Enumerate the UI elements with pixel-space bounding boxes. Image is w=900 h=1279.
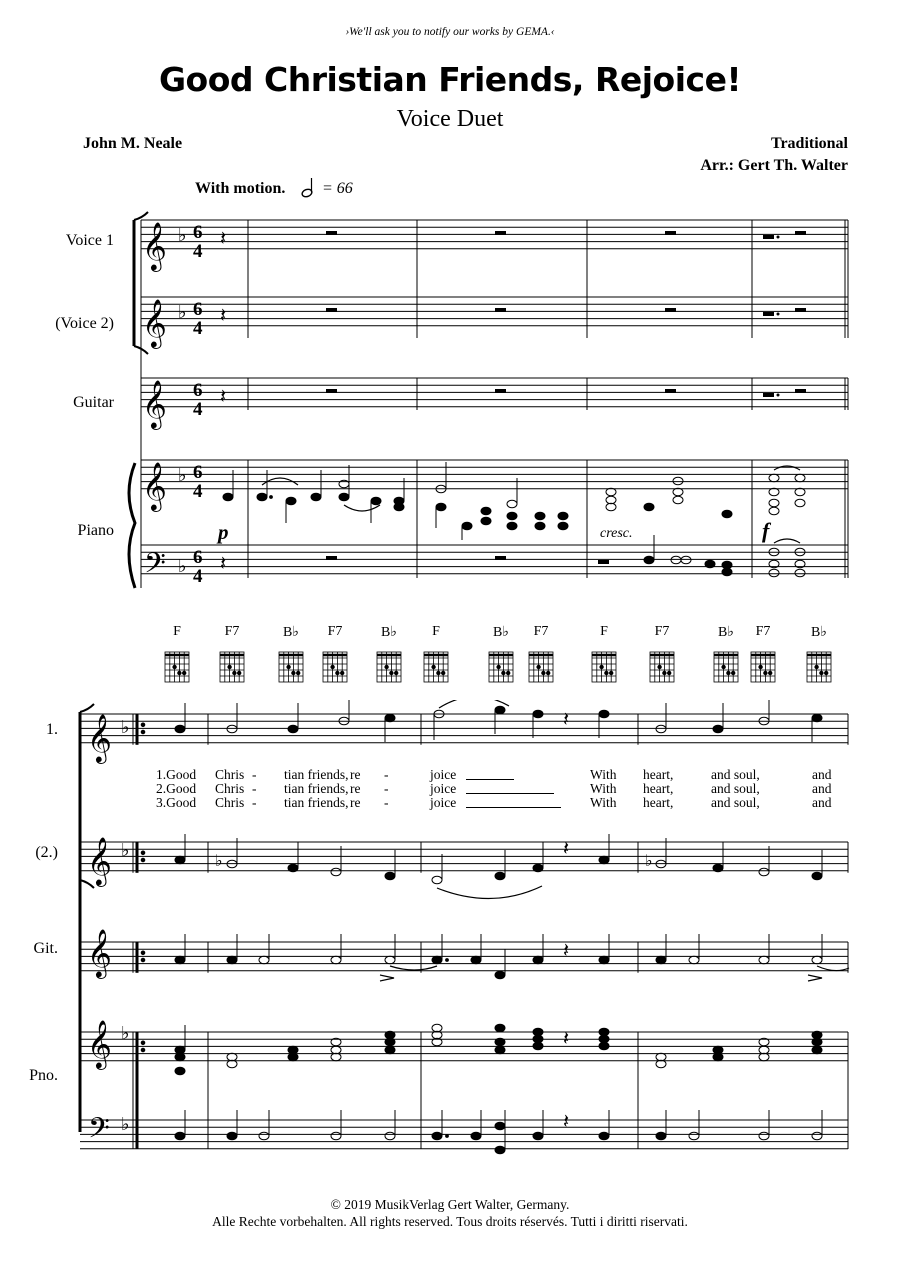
svg-text:4: 4 (193, 399, 203, 420)
finger-dot (228, 665, 232, 669)
svg-text:𝄞: 𝄞 (87, 1022, 112, 1068)
svg-text:𝄢: 𝄢 (144, 549, 166, 586)
svg-text:♭: ♭ (178, 302, 187, 322)
finger-dot (667, 671, 671, 675)
lyric-word: re (350, 781, 361, 796)
chord-name: F7 (224, 624, 240, 639)
lyric-word: joice (430, 795, 457, 810)
dynamic-p: p (218, 520, 229, 544)
lyric-word: - (384, 767, 389, 782)
finger-dot (820, 671, 824, 675)
finger-dot (292, 671, 296, 675)
svg-text:6: 6 (193, 380, 203, 401)
svg-text:♭: ♭ (121, 840, 130, 860)
svg-text:4: 4 (193, 481, 203, 502)
lyric-word: re (350, 795, 361, 810)
finger-dot (600, 665, 604, 669)
finger-dot (768, 671, 772, 675)
gema-notice: ›We'll ask you to notify our works by GEMA.‹ (345, 26, 555, 38)
chord-name: F (173, 624, 181, 639)
finger-dot (546, 671, 550, 675)
svg-text:♭: ♭ (178, 465, 187, 485)
chord-name: F (432, 624, 440, 639)
lyric-word: 1.Good (156, 767, 197, 782)
finger-dot (542, 671, 546, 675)
instrument-label-piano: Piano (77, 522, 114, 539)
system-2-piano-bass (175, 1110, 822, 1154)
finger-dot (731, 671, 735, 675)
dynamic-cresc: cresc. (600, 526, 633, 541)
lyricist: John M. Neale (83, 135, 183, 152)
finger-dot (663, 671, 667, 675)
svg-text:♭: ♭ (215, 853, 223, 870)
instrument-label-1: 1. (46, 721, 58, 738)
chord-name: F7 (654, 624, 670, 639)
lyric-word: Chris (215, 767, 245, 782)
svg-text:𝄽: 𝄽 (563, 1028, 570, 1050)
svg-text:𝄞: 𝄞 (142, 224, 167, 270)
finger-dot (237, 671, 241, 675)
svg-text:𝄞: 𝄞 (142, 382, 167, 428)
chord-grid (751, 652, 775, 682)
lyric-word: and soul, (711, 767, 760, 782)
system-2-voice2-notes (175, 834, 822, 884)
finger-dot (173, 665, 177, 669)
instrument-label-pno: Pno. (29, 1067, 58, 1084)
svg-text:𝄢: 𝄢 (88, 1114, 110, 1151)
svg-text:𝄽: 𝄽 (563, 838, 570, 860)
finger-dot (296, 671, 300, 675)
lyric-word: - (384, 795, 389, 810)
finger-dot (824, 671, 828, 675)
lyric-word: joice (430, 767, 457, 782)
lyric-word: re (350, 767, 361, 782)
finger-dot (506, 671, 510, 675)
svg-text:♭: ♭ (121, 717, 130, 737)
svg-text:𝄞: 𝄞 (87, 931, 112, 977)
repeat-dot (141, 1048, 145, 1052)
lyric-word: Chris (215, 781, 245, 796)
finger-dot (340, 671, 344, 675)
finger-dot (336, 671, 340, 675)
svg-text:𝄽: 𝄽 (220, 228, 227, 250)
system-1-piano-bass-notes (644, 535, 805, 577)
svg-text:𝄞: 𝄞 (87, 839, 112, 885)
svg-text:♭: ♭ (121, 1114, 130, 1134)
svg-text:6: 6 (193, 462, 203, 483)
chord-name: F7 (327, 624, 343, 639)
svg-text:♭: ♭ (121, 1023, 130, 1043)
lyric-word: heart, (643, 781, 674, 796)
dynamic-f: f (762, 518, 770, 543)
svg-text:6: 6 (193, 547, 203, 568)
lyric-word: and (812, 781, 832, 796)
instrument-label-git: Git. (33, 940, 58, 957)
repeat-dot (141, 1041, 145, 1045)
repeat-dot (141, 951, 145, 955)
tempo-value: = 66 (322, 180, 353, 197)
lyric-word: With (590, 767, 617, 782)
svg-text:6: 6 (193, 222, 203, 243)
lyric-word: heart, (643, 767, 674, 782)
repeat-dot (141, 723, 145, 727)
svg-text:♭: ♭ (178, 556, 187, 576)
score-title: Good Christian Friends, Rejoice! (158, 60, 742, 99)
finger-dot (437, 671, 441, 675)
chord-name: B♭ (718, 625, 734, 640)
system-1-lines (129, 212, 848, 588)
lyric-word: and (812, 795, 832, 810)
svg-text:𝄞: 𝄞 (142, 464, 167, 510)
composer-block (700, 133, 848, 177)
chord-name: B♭ (811, 625, 827, 640)
chord-name: B♭ (283, 625, 299, 640)
svg-text:6: 6 (193, 299, 203, 320)
svg-text:♭: ♭ (178, 225, 187, 245)
finger-dot (178, 671, 182, 675)
svg-text:𝄞: 𝄞 (87, 716, 112, 762)
arranger: Arr.: Gert Th. Walter (700, 157, 848, 174)
chord-grid (807, 652, 831, 682)
svg-text:𝄽: 𝄽 (220, 553, 227, 575)
chord-name: F (600, 624, 608, 639)
instrument-label-voice1: Voice 1 (65, 232, 114, 249)
chord-grid (424, 652, 448, 682)
svg-text:𝄽: 𝄽 (220, 305, 227, 327)
svg-text:4: 4 (193, 566, 203, 587)
chord-grid (279, 652, 303, 682)
chord-grid (529, 652, 553, 682)
finger-dot (764, 671, 768, 675)
finger-dot (658, 665, 662, 669)
melisma-line (466, 779, 514, 780)
finger-dot (502, 671, 506, 675)
half-note-icon (300, 176, 320, 200)
tempo-text: With motion. (195, 180, 286, 197)
chord-name: B♭ (381, 625, 397, 640)
lyric-word: and (812, 767, 832, 782)
chord-grid (714, 652, 738, 682)
lyric-word: 3.Good (156, 795, 197, 810)
chord-grid (377, 652, 401, 682)
svg-text:♭: ♭ (645, 853, 653, 870)
copyright: © 2019 MusikVerlag Gert Walter, Germany. (330, 1197, 570, 1212)
system-1-piano-notes (223, 462, 805, 540)
finger-dot (727, 671, 731, 675)
repeat-dot (141, 958, 145, 962)
finger-dot (287, 665, 291, 669)
finger-dot (432, 665, 436, 669)
instrument-label-voice2: (Voice 2) (55, 315, 114, 332)
finger-dot (394, 671, 398, 675)
chord-grid (489, 652, 513, 682)
system-1-staves (0, 200, 900, 610)
finger-dot (385, 665, 389, 669)
svg-text:4: 4 (193, 241, 203, 262)
composer: Traditional (770, 135, 848, 152)
rights-notice: Alle Rechte vorbehalten. All rights reserved. Tous droits réservés. Tutti i diritti riservati. (212, 1214, 688, 1229)
score-subtitle: Voice Duet (396, 106, 504, 132)
repeat-dot (141, 730, 145, 734)
lyric-word: - (384, 781, 389, 796)
svg-text:𝄽: 𝄽 (563, 1111, 570, 1133)
lyric-word: heart, (643, 795, 674, 810)
finger-dot (609, 671, 613, 675)
melisma-line (466, 793, 554, 794)
finger-dot (182, 671, 186, 675)
finger-dot (441, 671, 445, 675)
lyric-word: Chris (215, 795, 245, 810)
chord-grid (650, 652, 674, 682)
lyric-word: tian friends, (284, 781, 349, 796)
system-1-clefs (142, 222, 167, 586)
chord-diagrams (0, 648, 900, 690)
lyric-word: tian friends, (284, 795, 349, 810)
finger-dot (605, 671, 609, 675)
finger-dot (390, 671, 394, 675)
repeat-dot (141, 851, 145, 855)
chord-grid (220, 652, 244, 682)
lyric-word: 2.Good (156, 781, 197, 796)
instrument-label-2: (2.) (35, 844, 58, 861)
chord-name: F7 (533, 624, 549, 639)
footer (0, 1196, 900, 1230)
lyric-word: With (590, 795, 617, 810)
svg-text:4: 4 (193, 318, 203, 339)
finger-dot (722, 665, 726, 669)
system-1-key-signatures (178, 225, 187, 576)
chord-grid (592, 652, 616, 682)
system-1-time-signatures (193, 222, 203, 587)
lyric-word: With (590, 781, 617, 796)
finger-dot (233, 671, 237, 675)
system-1-slurs (262, 466, 800, 543)
lyric-word: and soul, (711, 795, 760, 810)
svg-text:𝄽: 𝄽 (220, 386, 227, 408)
finger-dot (497, 665, 501, 669)
chord-grid (165, 652, 189, 682)
instrument-label-guitar: Guitar (73, 394, 114, 411)
finger-dot (759, 665, 763, 669)
lyric-word: - (252, 781, 257, 796)
svg-text:𝄽: 𝄽 (563, 940, 570, 962)
svg-text:𝄞: 𝄞 (142, 301, 167, 347)
chord-grid (323, 652, 347, 682)
melisma-line (466, 807, 561, 808)
lyric-word: - (252, 795, 257, 810)
lyric-word: - (252, 767, 257, 782)
lyric-word: joice (430, 781, 457, 796)
svg-text:𝄽: 𝄽 (563, 709, 570, 731)
finger-dot (331, 665, 335, 669)
finger-dot (537, 665, 541, 669)
finger-dot (815, 665, 819, 669)
lyric-word: and soul, (711, 781, 760, 796)
lyric-word: tian friends, (284, 767, 349, 782)
repeat-dot (141, 858, 145, 862)
chord-name: B♭ (493, 625, 509, 640)
chord-name: F7 (755, 624, 771, 639)
